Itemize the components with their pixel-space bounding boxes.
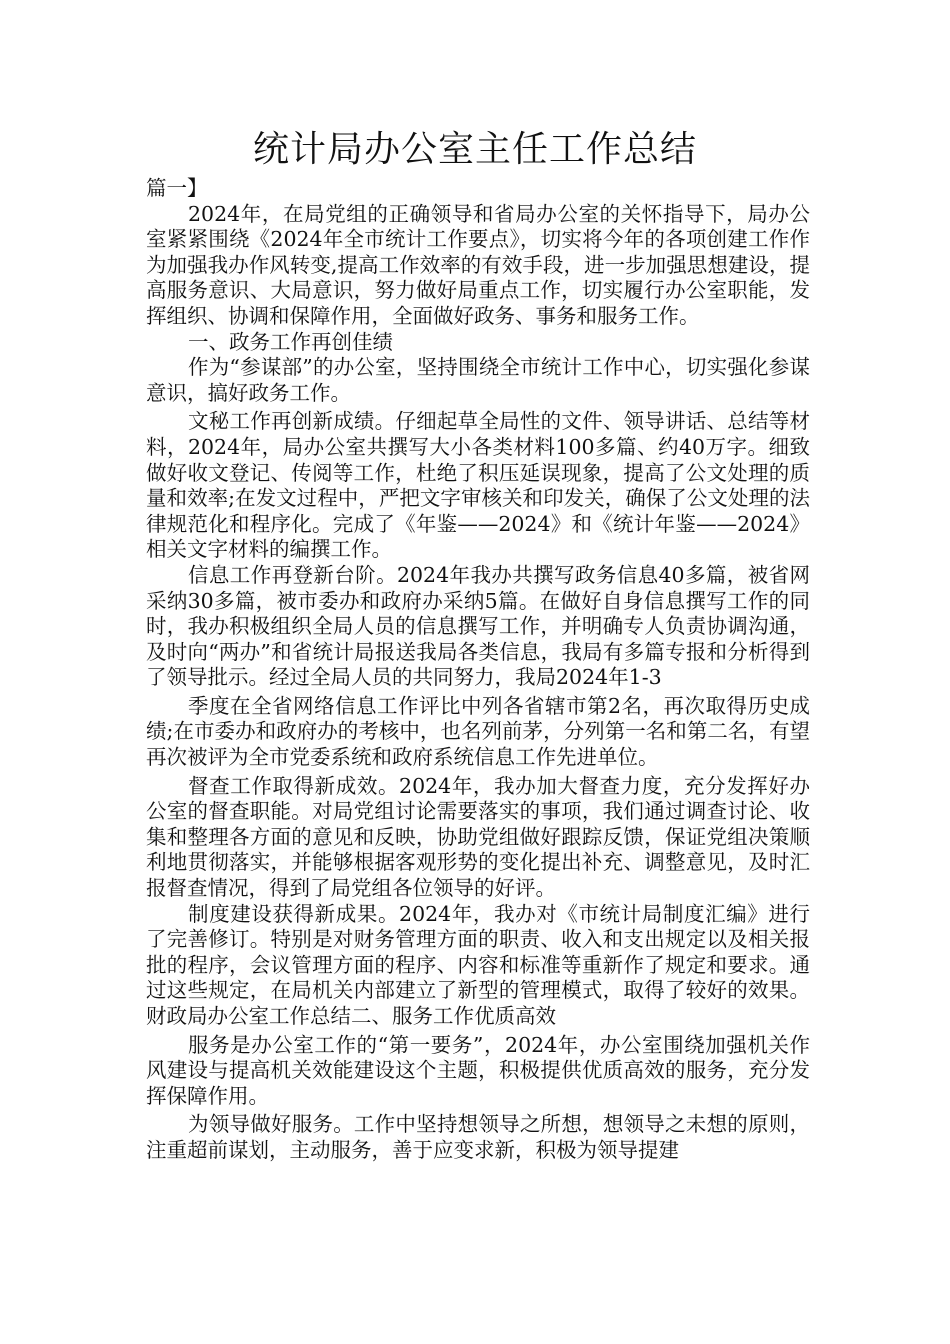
paragraph-quarter-ranking: 季度在全省网络信息工作评比中列各省辖市第2名，再次取得历史成绩;在市委办和政府办的考核中，也名列前茅，分列第一名和第二名，有望再次被评为全市党委系统和政府系统信息工作先进单位。 <box>146 693 810 770</box>
document-body <box>146 176 810 1164</box>
paragraph-supervision-work: 督查工作取得新成效。2024年，我办加大督查力度，充分发挥好办公室的督查职能。对局党组讨论需要落实的事项，我们通过调查讨论、收集和整理各方面的意见和反映，协助党组做好跟踪反馈，保证党组决策顺利地贯彻落实，并能够根据客观形势的变化提出补充、调整意见，及时汇报督查情况，得到了局党组各位领导的好评。 <box>146 773 810 901</box>
paragraph-serve-leaders: 为领导做好服务。工作中坚持想领导之所想，想领导之未想的原则，注重超前谋划，主动服务，善于应变求新，积极为领导提建 <box>146 1112 810 1162</box>
paragraph-intro: 2024年，在局党组的正确领导和省局办公室的关怀指导下，局办公室紧紧围绕《2024年全市统计工作要点》，切实将今年的各项创建工作作为加强我办作风转变,提高工作效率的有效手段，进一步加强思想建设，提高服务意识、大局意识，努力做好局重点工作，切实履行办公室职能，发挥组织、协调和保障作用，全面做好政务、事务和服务工作。 <box>146 201 810 328</box>
paragraph-system-building: 制度建设获得新成果。2024年，我办对《市统计局制度汇编》进行了完善修订。特别是对财务管理方面的职责、收入和支出规定以及相关报批的程序，会议管理方面的程序、内容和标准等重新作了规定和要求。通过这些规定，在局机关内部建立了新型的管理模式，取得了较好的效果。财政局办公室工作总结二、服务工作优质高效 <box>146 901 810 1028</box>
paragraph-service-first: 服务是办公室工作的“第一要务”，2024年，办公室围绕加强机关作风建设与提高机关效能建设这个主题，积极提供优质高效的服务，充分发挥保障作用。 <box>146 1032 810 1108</box>
section-heading-government-affairs: 一、政务工作再创佳绩 <box>188 329 393 354</box>
document-title: 统计局办公室主任工作总结 <box>252 129 697 170</box>
paragraph-secretarial-work: 文秘工作再创新成绩。仔细起草全局性的文件、领导讲话、总结等材料，2024年，局办公室共撰写大小各类材料100多篇、约40万字。细致做好收文登记、传阅等工作，杜绝了积压延误现象，提高了公文处理的质量和效率;在发文过程中，严把文字审核关和印发关，确保了公文处理的法律规范化和程序化。完成了《年鉴——2024》和《统计年鉴——2024》相关文字材料的编撰工作。 <box>146 409 810 562</box>
paragraph-information-work: 信息工作再登新台阶。2024年我办共撰写政务信息40多篇，被省网采纳30多篇，被市委办和政府办采纳5篇。在做好自身信息撰写工作的同时，我办积极组织全局人员的信息撰写工作，并明确专人负责协调沟通，及时向“两办”和省统计局报送我局各类信息，我局有多篇专报和分析得到了领导批示。经过全局人员的共同努力，我局2024年1-3 <box>146 562 810 690</box>
paragraph-staff-role: 作为“参谋部”的办公室，坚持围绕全市统计工作中心，切实强化参谋意识，搞好政务工作。 <box>146 355 810 405</box>
section-label: 篇一】 <box>146 176 208 200</box>
